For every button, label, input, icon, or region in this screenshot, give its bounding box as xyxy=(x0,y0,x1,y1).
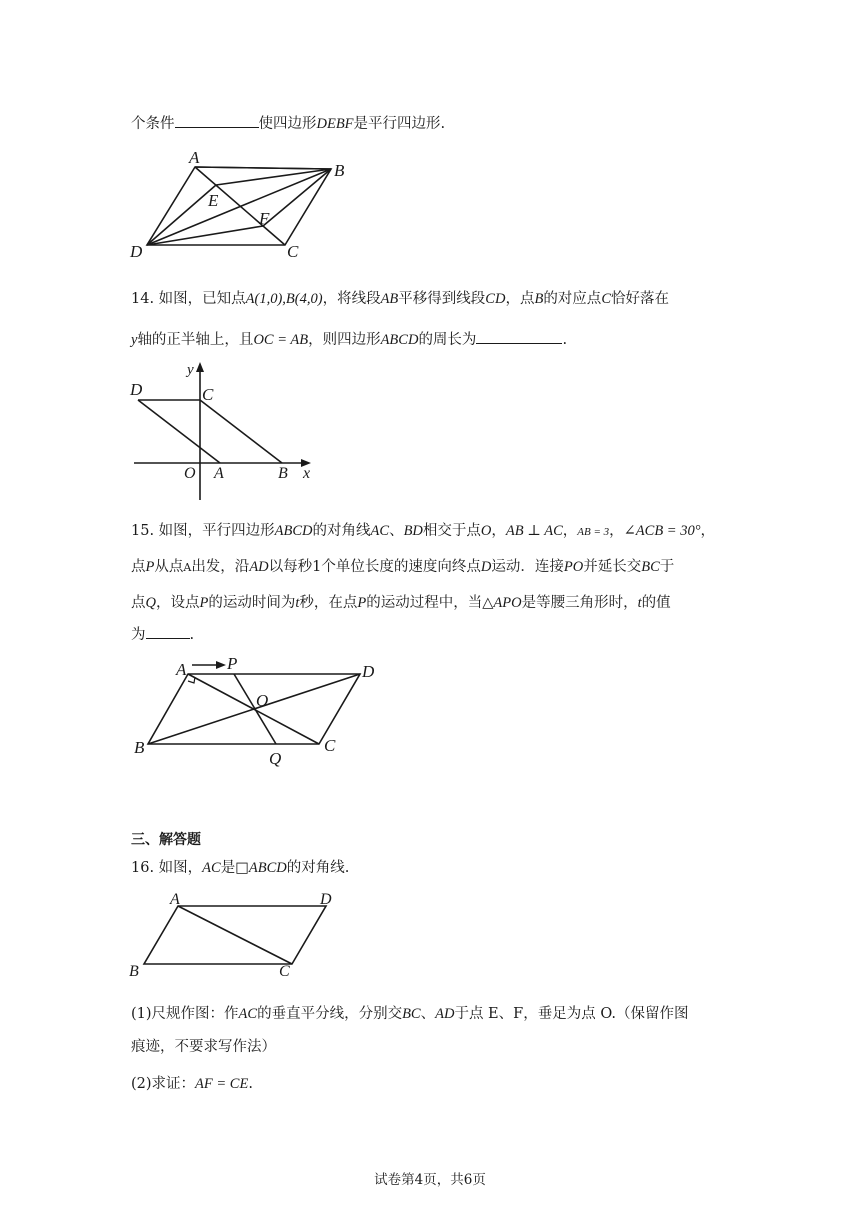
fig14-label-d: D xyxy=(130,380,143,399)
q16-ac: AC xyxy=(202,860,221,876)
q15-p2: P xyxy=(199,595,209,611)
q14-seg-cd: CD xyxy=(485,291,506,307)
figure-15 xyxy=(128,652,388,772)
q15-t: t xyxy=(295,595,300,611)
q15-end: . xyxy=(189,627,195,643)
q14-text-1e: 的对应点 xyxy=(543,291,602,307)
fig15-label-q: Q xyxy=(269,749,282,768)
fig13-label-f: F xyxy=(259,209,270,228)
q15-bd: BD xyxy=(403,523,423,539)
q15-text-1b: 的对角线 xyxy=(312,523,371,539)
q14-quad: ABCD xyxy=(380,332,419,348)
fig15-label-d: D xyxy=(362,662,375,681)
q15-text-2c: 出发，沿 xyxy=(191,559,250,575)
q15-text-1f: ， xyxy=(609,523,624,539)
q16-p1-sep: 、 xyxy=(420,1006,436,1022)
fig13-label-d: D xyxy=(130,242,143,261)
q14-text-1a: 如图，已知点 xyxy=(158,291,246,307)
q13-prefix: 个条件 xyxy=(131,116,175,132)
q16-part1-line-1 xyxy=(131,1002,688,1023)
q14-text-2c: 的周长为 xyxy=(418,332,477,348)
fig16-label-c: C xyxy=(279,963,290,980)
q15-one: 1 xyxy=(312,559,322,575)
fig14-label-b: B xyxy=(278,465,288,482)
q15-text-2d: 以每秒 xyxy=(268,559,313,575)
page-footer: 试卷第4页，共6页 xyxy=(374,1172,486,1188)
q15-text-4a: 为 xyxy=(131,627,146,643)
q15-p: P xyxy=(145,559,155,575)
fig13-label-a: A xyxy=(189,148,200,167)
q16-p1-ad: AD xyxy=(435,1006,455,1022)
q15-text-3f: 是等腰三角形时， xyxy=(521,595,638,611)
q16-number: 16. xyxy=(131,860,155,876)
q16-text-1c: 的对角线. xyxy=(286,860,350,876)
q15-text-3a: 点 xyxy=(131,595,146,611)
fig13-label-e: E xyxy=(208,191,219,210)
q16-p1-text-d: 于点 E、F，垂足为点 O.（保留作图 xyxy=(454,1006,689,1022)
q13-shape: DEBF xyxy=(316,116,354,132)
q15-text-3d: 秒，在点 xyxy=(299,595,358,611)
q14-text-1b: ，将线段 xyxy=(322,291,381,307)
q15-answer-blank[interactable] xyxy=(146,624,190,639)
q13-answer-blank[interactable] xyxy=(175,113,259,128)
q16-p1-text-e: 痕迹，不要求写作法） xyxy=(131,1039,276,1055)
figure-13 xyxy=(125,145,365,265)
q16-p1-text-a: (1)尺规作图：作 xyxy=(131,1006,239,1022)
q15-po: PO xyxy=(563,559,584,575)
q15-o: O xyxy=(480,523,492,539)
section-heading: 三、解答题 xyxy=(131,832,201,848)
q14-text-1c: 平移得到线段 xyxy=(398,291,486,307)
fig16-label-d: D xyxy=(320,891,332,908)
q15-bc: BC xyxy=(641,559,660,575)
q15-a: A xyxy=(183,561,192,574)
q15-line-3 xyxy=(131,591,671,612)
q15-ad: AD xyxy=(249,559,269,575)
q15-ab3: AB = 3 xyxy=(577,526,610,538)
q16-text-1b: 是 xyxy=(220,860,236,876)
q16-line-1 xyxy=(131,856,349,877)
q16-p1-bc: BC xyxy=(402,1006,421,1022)
q13-suffix: 是平行四边形. xyxy=(353,116,446,132)
q13-middle: 使四边形 xyxy=(258,116,317,132)
q16-p1-text-b: 的垂直平分线，分别交 xyxy=(257,1006,403,1022)
q16-part2 xyxy=(131,1072,253,1093)
q15-text-3g: 的值 xyxy=(641,595,671,611)
q14-text-2a: 轴的正半轴上，且 xyxy=(137,332,254,348)
q14-line-2 xyxy=(131,328,567,349)
q14-y-axis: y xyxy=(131,332,138,348)
q13-text xyxy=(131,112,445,133)
fig16-label-a: A xyxy=(170,891,180,908)
fig14-label-y: y xyxy=(187,362,194,378)
q14-point-c: C xyxy=(601,291,611,307)
fig13-label-b: B xyxy=(334,161,345,180)
q16-quad: ABCD xyxy=(248,860,287,876)
q15-q: Q xyxy=(145,595,156,611)
fig14-label-a: A xyxy=(214,465,224,482)
q15-text-3b: ，设点 xyxy=(155,595,200,611)
q14-line-1 xyxy=(131,287,669,308)
q14-end: . xyxy=(562,332,568,348)
q14-text-1d: ，点 xyxy=(505,291,535,307)
fig15-label-b: B xyxy=(134,738,145,757)
fig14-label-c: C xyxy=(202,385,214,404)
q16-p2-text-a: (2)求证： xyxy=(131,1076,196,1092)
q14-number: 14. xyxy=(131,291,155,307)
q15-line-4 xyxy=(131,623,194,644)
q15-text-2e: 个单位长度的速度向终点 xyxy=(321,559,481,575)
q15-text-3c: 的运动时间为 xyxy=(208,595,296,611)
q15-text-2f: 运动．连接 xyxy=(491,559,564,575)
q15-sep: 、 xyxy=(389,523,404,539)
q16-p2-equation: AF = CE xyxy=(195,1076,249,1092)
fig14-label-x: x xyxy=(303,465,311,482)
q15-ac: AC xyxy=(370,523,390,539)
q15-text-1g: ， xyxy=(700,523,716,539)
q15-text-1d: ， xyxy=(491,523,506,539)
fig13-label-c: C xyxy=(287,242,299,261)
q15-text-2g: 并延长交 xyxy=(583,559,642,575)
fig15-label-a: A xyxy=(176,660,187,679)
q15-text-2h: 于 xyxy=(659,559,675,575)
figure-14 xyxy=(128,360,328,505)
q15-perp: AB ⊥ AC xyxy=(505,523,563,539)
q15-line-1 xyxy=(131,519,715,540)
q15-triangle: △APO xyxy=(482,595,522,611)
q15-text-1e: ， xyxy=(562,523,578,539)
q15-angle: ∠ACB = 30° xyxy=(623,523,701,539)
fig14-label-o: O xyxy=(184,465,196,482)
figure-16 xyxy=(126,888,346,980)
q16-p2-end: . xyxy=(248,1076,253,1092)
q14-seg-ab: AB xyxy=(380,291,399,307)
q15-text-2a: 点 xyxy=(131,559,146,575)
q15-t2: t xyxy=(637,595,642,611)
q15-text-2b: 从点 xyxy=(154,559,184,575)
q16-p1-ac: AC xyxy=(238,1006,258,1022)
fig15-label-c: C xyxy=(324,736,336,755)
fig15-arrow-icon xyxy=(216,661,226,669)
q14-text-2b: ，则四边形 xyxy=(308,332,381,348)
parallelogram-icon: □ xyxy=(235,860,249,876)
q15-text-3e: 的运动过程中，当 xyxy=(366,595,483,611)
q16-part1-line-2 xyxy=(131,1035,276,1056)
q15-text-1a: 15. 如图，平行四边形 xyxy=(131,523,275,539)
q15-p3: P xyxy=(357,595,367,611)
fig16-label-b: B xyxy=(129,963,139,980)
q16-text-1a: 如图， xyxy=(158,860,203,876)
fig15-label-p: P xyxy=(227,654,238,673)
q14-text-1f: 恰好落在 xyxy=(610,291,669,307)
q15-text-1c: 相交于点 xyxy=(422,523,481,539)
fig15-label-o: O xyxy=(256,691,269,710)
q14-points: A(1,0),B(4,0) xyxy=(245,291,323,307)
q14-answer-blank[interactable] xyxy=(476,329,562,344)
q15-quad: ABCD xyxy=(274,523,313,539)
q15-d: D xyxy=(480,559,492,575)
q14-condition: OC = AB xyxy=(253,332,309,348)
q15-line-2 xyxy=(131,555,674,576)
q14-point-b: B xyxy=(534,291,544,307)
